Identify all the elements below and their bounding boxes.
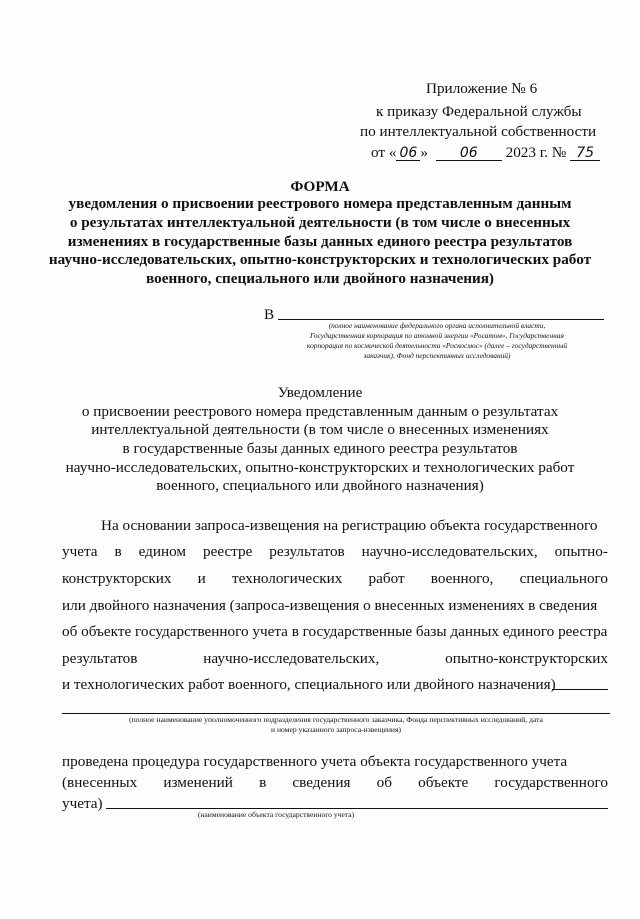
word: научно-исследовательских, (203, 650, 380, 667)
word: государственного (494, 774, 608, 791)
order-date (371, 144, 600, 162)
body-paragraph-line: и технологических работ военного, специального или двойного назначения) (62, 676, 556, 693)
body-paragraph-line (62, 774, 608, 792)
order-number-handwritten: 75 (570, 146, 600, 161)
body-paragraph-line: проведена процедура государственного учета объекта государственного учета (62, 753, 568, 770)
date-mid: » (420, 144, 429, 161)
word: специального (519, 570, 608, 587)
word: и (197, 570, 206, 587)
form-title: ФОРМА (290, 178, 350, 195)
caption-line: Государственная корпорация по атомной энергии «Росатом», Государственная (310, 331, 564, 340)
form-title-line: уведомления о присвоении реестрового номера представленным данным (68, 195, 572, 212)
notice-line: интеллектуальной деятельности (в том числе о внесенных изменениях (91, 421, 549, 438)
word: военного, (430, 570, 494, 587)
word: опытно- (554, 543, 608, 560)
form-title-line: о результатах интеллектуальной деятельности (в том числе о внесенных (69, 214, 571, 231)
addressee-caption (262, 321, 612, 361)
form-title-line: изменениях в государственные базы данных единого реестра результатов (67, 233, 573, 250)
form-title-line: военного, специального или двойного назначения) (146, 270, 494, 287)
caption-line: корпорация по космической деятельности «Роскосмос» (далее – государственный (306, 341, 568, 350)
notice-line: о присвоении реестрового номера представленным данным о результатах (81, 403, 559, 420)
word: результатов (269, 543, 345, 560)
appendix-number: Приложение № 6 (426, 80, 538, 97)
notice-line: в государственные базы данных единого реестра результатов (122, 440, 518, 457)
addressee-prefix: В (264, 306, 275, 323)
body-paragraph-line: или двойного назначения (запроса-извещения о внесенных изменениях в сведения (62, 597, 598, 614)
notice-line: военного, специального или двойного назначения) (156, 477, 484, 494)
word: в (114, 543, 122, 560)
word: результатов (62, 650, 138, 667)
word: в (259, 774, 267, 791)
body-paragraph-line: об объекте государственного учета в государственные базы данных единого реестра (62, 623, 608, 640)
word: научно-исследовательских, (361, 543, 538, 560)
object-caption: (наименование объекта государственного учета) (197, 810, 355, 819)
body-paragraph-line (62, 570, 608, 588)
word: учета (62, 543, 98, 560)
date-prefix: от « (371, 144, 397, 161)
date-day-handwritten: 06 (396, 146, 420, 161)
word: работ (368, 570, 405, 587)
body-paragraph-line (62, 650, 608, 668)
department-caption (62, 715, 610, 735)
word: объекте (418, 774, 469, 791)
date-year: 2023 г. № (505, 144, 567, 161)
caption-line: и номер указанного запроса-извещения) (270, 725, 402, 734)
body-blank-line (552, 689, 608, 690)
body-paragraph-line: На основании запроса-извещения на регистрацию объекта государственного (101, 517, 598, 534)
body-paragraph-line (62, 543, 608, 561)
caption-line: заказчик), Фонд перспективных исследований) (363, 351, 511, 360)
notice-title: Уведомление (277, 384, 363, 401)
word: технологических (231, 570, 343, 587)
word: опытно-конструкторских (445, 650, 608, 667)
word: сведения (292, 774, 351, 791)
word: изменений (163, 774, 233, 791)
word: едином (138, 543, 187, 560)
caption-line: (полное наименование федерального органа исполнительной власти, (328, 321, 546, 330)
body-paragraph-line: учета) (62, 795, 103, 812)
date-month-handwritten: 06 (436, 146, 502, 161)
agency-name: по интеллектуальной собственности (360, 123, 597, 140)
word: об (376, 774, 392, 791)
caption-line: (полное наименование уполномоченного подразделения государственного заказчика, Фонда перспективных исследований, дата (129, 715, 543, 724)
word: реестре (202, 543, 253, 560)
word: (внесенных (62, 774, 138, 791)
form-title-line: научно-исследовательских, опытно-конструкторских и технологических работ (48, 251, 592, 268)
department-blank-line (62, 713, 610, 714)
notice-line: научно-исследовательских, опытно-конструкторских и технологических работ (65, 459, 575, 476)
word: конструкторских (62, 570, 172, 587)
object-blank-line (106, 808, 608, 809)
order-reference: к приказу Федеральной службы (376, 103, 582, 120)
addressee-blank-line (278, 319, 604, 320)
